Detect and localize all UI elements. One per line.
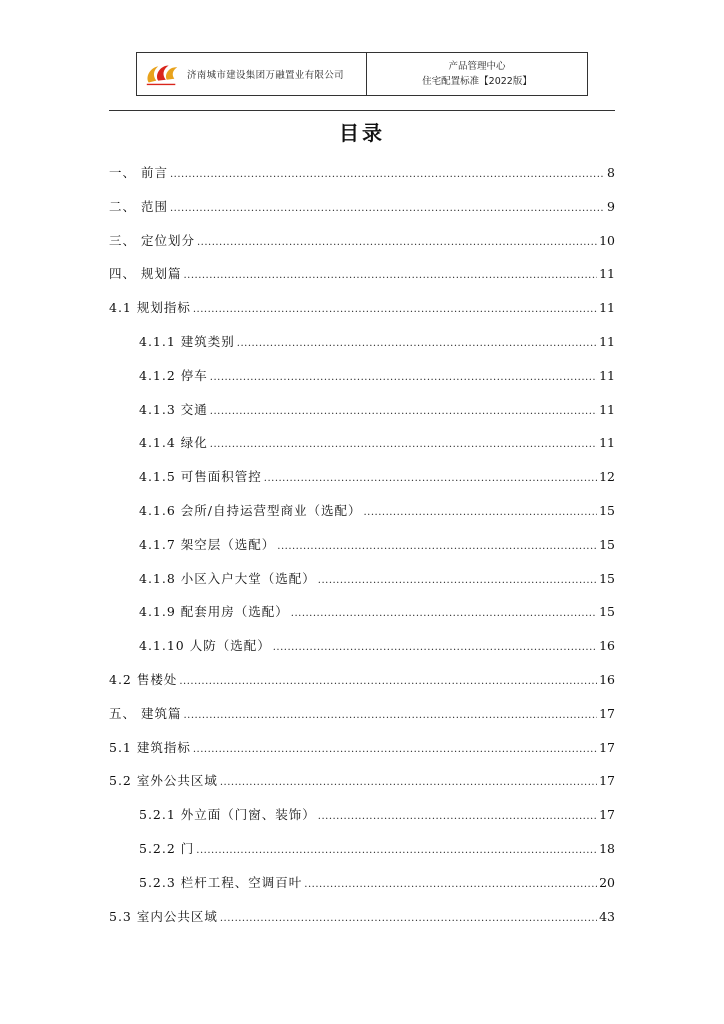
toc-entry-page: 9 <box>607 198 615 214</box>
toc-leader-dots <box>193 300 597 320</box>
toc-leader-dots <box>183 706 597 726</box>
toc-entry[interactable] <box>139 805 615 825</box>
toc-entry-label: 三、 定位划分 <box>109 232 195 248</box>
toc-leader-dots <box>196 841 597 861</box>
toc-entry-page: 15 <box>599 570 615 586</box>
toc-entry-label: 4.1.9 配套用房（选配） <box>139 604 289 620</box>
toc-entry-label: 5.2 室外公共区域 <box>109 773 218 789</box>
toc-entry[interactable] <box>109 231 615 251</box>
toc-entry-page: 17 <box>599 739 615 755</box>
toc-entry-label: 4.1.3 交通 <box>139 401 208 417</box>
toc-entry-page: 12 <box>599 469 615 485</box>
toc-leader-dots <box>264 469 597 489</box>
toc-entry-label: 四、 规划篇 <box>109 266 182 282</box>
toc-title: 目录 <box>339 121 385 145</box>
toc-entry-label: 4.1.6 会所/自持运营型商业（选配） <box>139 503 362 518</box>
toc-entry[interactable] <box>139 839 615 859</box>
toc-entry[interactable] <box>109 670 615 690</box>
toc-entry-page: 17 <box>599 807 615 823</box>
toc-entry-page: 11 <box>599 300 615 316</box>
toc-entry-page: 17 <box>599 773 615 789</box>
toc-entry[interactable] <box>139 400 615 420</box>
toc-entry-page: 8 <box>607 165 615 180</box>
toc-entry-label: 4.1 规划指标 <box>109 300 191 316</box>
toc-entry-label: 5.2.1 外立面（门窗、装饰） <box>139 807 316 823</box>
toc-entry-label: 二、 范围 <box>109 198 168 214</box>
toc-leader-dots <box>237 334 597 354</box>
toc-leader-dots <box>170 165 603 185</box>
toc-entry[interactable] <box>109 704 615 724</box>
toc-leader-dots <box>210 402 597 422</box>
toc-leader-dots <box>304 875 597 895</box>
toc-entry[interactable] <box>109 738 615 758</box>
toc-leader-dots <box>193 740 597 760</box>
toc-entry[interactable] <box>139 501 615 521</box>
toc-entry[interactable] <box>139 332 615 352</box>
toc-entry[interactable] <box>109 907 615 927</box>
toc-leader-dots <box>277 537 597 557</box>
toc-leader-dots <box>291 604 597 624</box>
toc-entry[interactable] <box>139 873 615 893</box>
toc-entry-page: 15 <box>599 604 615 620</box>
toc-entry[interactable] <box>109 264 615 284</box>
toc-entry-page: 43 <box>599 908 615 924</box>
toc-entry[interactable] <box>109 163 615 183</box>
toc-entry-page: 11 <box>599 266 615 282</box>
toc-entry-page: 20 <box>599 874 615 890</box>
toc-leader-dots <box>364 503 598 523</box>
toc-leader-dots <box>318 807 597 827</box>
toc-entry-label: 5.2.2 门 <box>139 841 195 856</box>
toc-entry-label: 4.1.10 人防（选配） <box>139 638 271 654</box>
toc-entry-page: 17 <box>599 705 615 721</box>
toc-entry-page: 15 <box>599 503 615 518</box>
toc-entry-page: 11 <box>599 401 615 417</box>
toc-entry[interactable] <box>139 569 615 589</box>
toc-entry-label: 5.1 建筑指标 <box>109 739 191 755</box>
company-name: 济南城市建设集团万融置业有限公司 <box>187 70 344 81</box>
toc-entry-label: 4.1.7 架空层（选配） <box>139 536 276 552</box>
toc-entry[interactable] <box>139 467 615 487</box>
toc-entry-page: 11 <box>599 367 615 383</box>
toc-entry-page: 18 <box>599 841 615 856</box>
toc-leader-dots <box>210 435 597 455</box>
toc-entry-label: 4.2 售楼处 <box>109 672 178 687</box>
toc-entry[interactable] <box>109 197 615 217</box>
toc-entry-label: 4.1.8 小区入户大堂（选配） <box>139 570 316 586</box>
toc-entry-page: 11 <box>599 435 615 451</box>
department-name: 产品管理中心 <box>448 61 506 72</box>
toc-entry-page: 16 <box>599 672 615 687</box>
toc-entry-label: 5.2.3 栏杆工程、空调百叶 <box>139 874 303 890</box>
toc-entry[interactable] <box>139 433 615 453</box>
toc-leader-dots <box>183 266 597 286</box>
toc-leader-dots <box>179 672 597 692</box>
document-title: 住宅配置标准【2022版】 <box>422 76 532 87</box>
toc-entry-page: 16 <box>599 638 615 654</box>
toc-leader-dots <box>210 368 597 388</box>
toc-leader-dots <box>220 773 597 793</box>
toc-entry[interactable] <box>109 771 615 791</box>
toc-leader-dots <box>197 233 597 253</box>
toc-entry[interactable] <box>139 636 615 656</box>
toc-entry-page: 11 <box>599 334 615 349</box>
toc-leader-dots <box>273 638 597 658</box>
toc-entry[interactable] <box>109 298 615 318</box>
toc-entry-label: 4.1.4 绿化 <box>139 435 208 451</box>
toc-entry[interactable] <box>139 366 615 386</box>
toc-entry-page: 15 <box>599 536 615 552</box>
toc-entry-label: 五、 建筑篇 <box>109 705 182 721</box>
toc-entry-label: 4.1.1 建筑类别 <box>139 334 235 349</box>
toc-entry-label: 一、 前言 <box>109 165 168 180</box>
toc-entry-page: 10 <box>599 232 615 248</box>
toc-entry-label: 4.1.2 停车 <box>139 367 208 383</box>
toc-entry[interactable] <box>139 602 615 622</box>
toc-entry-label: 4.1.5 可售面积管控 <box>139 469 262 485</box>
toc-leader-dots <box>318 571 597 591</box>
toc-entry-label: 5.3 室内公共区域 <box>109 908 218 924</box>
toc-entry[interactable] <box>139 535 615 555</box>
toc-leader-dots <box>220 909 597 929</box>
toc-leader-dots <box>170 199 603 219</box>
